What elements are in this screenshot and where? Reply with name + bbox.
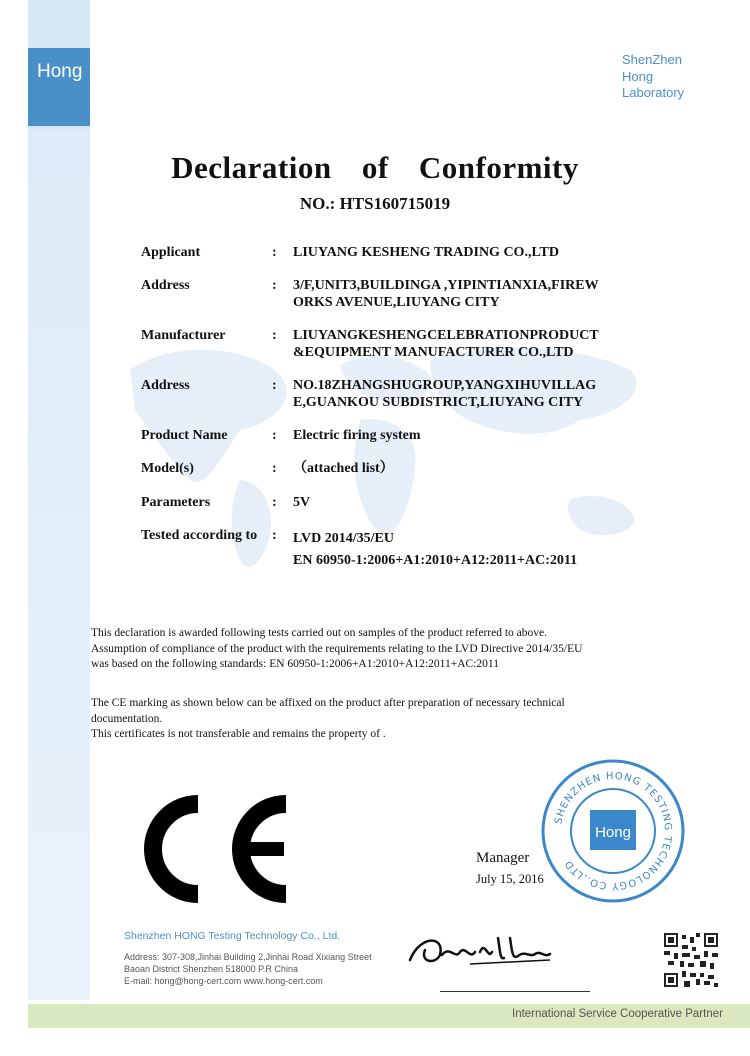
field-colon: :	[272, 428, 277, 443]
paragraph-line: Assumption of compliance of the product with the requirements relating to the LVD Directive 2014/35/EU	[91, 642, 583, 655]
brand-block	[622, 52, 684, 102]
field-colon: :	[272, 528, 277, 543]
field-value-line: NO.18ZHANGSHUGROUP,YANGXIHUVILLAG	[293, 378, 597, 393]
left-sidebar-strip	[28, 130, 90, 1000]
document-title: Declaration of Conformity	[171, 150, 579, 185]
field-label-product-name: Product Name	[141, 428, 228, 443]
brand-line-1: ShenZhen	[622, 52, 682, 67]
field-value-manufacturer-address	[293, 378, 653, 411]
field-value-line: LIUYANG KESHENG TRADING CO.,LTD	[293, 245, 559, 260]
field-value-line: 5V	[293, 495, 311, 510]
field-value-line: ORKS AVENUE,LIUYANG CITY	[293, 294, 500, 310]
company-seal-stamp	[540, 758, 686, 904]
field-label-address: Address	[141, 278, 190, 293]
qr-code	[664, 933, 718, 987]
field-value-manufacturer	[293, 328, 653, 361]
paragraph-line: This certificates is not transferable and remains the property of .	[91, 728, 386, 740]
field-label-tested-according-to: Tested according to	[141, 528, 258, 543]
seal-center-text: Hong	[595, 824, 631, 841]
field-value-applicant	[293, 245, 653, 262]
handwritten-signature	[400, 930, 560, 970]
signature-line	[440, 991, 590, 992]
brand-line-3: Laboratory	[622, 85, 685, 100]
field-value-line: （attached list）	[293, 461, 394, 476]
ce-mark-icon	[138, 794, 298, 904]
declaration-paragraph	[91, 626, 691, 673]
field-value-line: EN 60950-1:2006+A1:2010+A12:2011+AC:2011	[293, 553, 578, 568]
field-value-line: Electric firing system	[293, 428, 421, 443]
field-value-line: LIUYANGKESHENGCELEBRATIONPRODUCT	[293, 328, 599, 343]
footer-address-line-1: Address: 307-308,Jinhai Building 2,Jinhai Road Xixiang Street	[124, 952, 372, 962]
footer-address-block	[124, 951, 372, 987]
signatory-date: July 15, 2016	[476, 872, 544, 886]
footer-contact-line: E-mail: hong@hong-cert.com www.hong-cert.com	[124, 976, 323, 986]
brand-line-2: Hong	[622, 68, 654, 84]
certificate-number: NO.: HTS160715019	[299, 194, 451, 213]
signatory-role: Manager	[476, 850, 530, 866]
paragraph-line: This declaration is awarded following tests carried out on samples of the product referred to above.	[91, 627, 548, 639]
paragraph-line: The CE marking as shown below can be affixed on the product after preparation of necessary technical	[91, 697, 565, 709]
field-colon: :	[272, 245, 277, 260]
footer-address-line-2: Baoan District Shenzhen 518000 P.R China	[124, 964, 298, 974]
paragraph-line: was based on the following standards: EN 60950-1:2006+A1:2010+A12:2011+AC:2011	[91, 658, 499, 670]
field-value-line: &EQUIPMENT MANUFACTURER CO.,LTD	[293, 344, 574, 360]
field-label-applicant: Applicant	[141, 245, 201, 260]
field-label-models: Model(s)	[141, 461, 194, 476]
field-label-manufacturer-address: Address	[141, 378, 190, 393]
field-label-manufacturer: Manufacturer	[141, 328, 226, 343]
field-colon: :	[272, 278, 277, 293]
seal-ring-text: SHENZHEN HONG TESTING TECHNOLOGY CO.,LTD	[553, 770, 674, 892]
ce-marking-paragraph	[91, 696, 691, 743]
field-colon: :	[272, 495, 277, 510]
field-value-line: E,GUANKOU SUBDISTRICT,LIUYANG CITY	[293, 394, 584, 410]
field-colon: :	[272, 378, 277, 393]
field-value-models	[293, 461, 653, 478]
field-value-address	[293, 278, 653, 311]
field-colon: :	[272, 328, 277, 343]
hong-logo	[28, 48, 90, 126]
field-value-line: 3/F,UNIT3,BUILDINGA ,YIPINTIANXIA,FIREW	[293, 278, 599, 293]
field-value-tested-according-to	[293, 528, 653, 572]
field-label-parameters: Parameters	[141, 495, 211, 510]
paragraph-line: documentation.	[91, 712, 163, 725]
footer-partner-text: International Service Cooperative Partner	[512, 1008, 723, 1020]
footer-company-name: Shenzhen HONG Testing Technology Co., Ltd.	[124, 930, 341, 942]
field-value-parameters	[293, 495, 653, 512]
field-value-product-name	[293, 428, 653, 445]
field-colon: :	[272, 461, 277, 476]
hong-logo-text: Hong	[37, 61, 83, 82]
field-value-line: LVD 2014/35/EU	[293, 531, 395, 546]
